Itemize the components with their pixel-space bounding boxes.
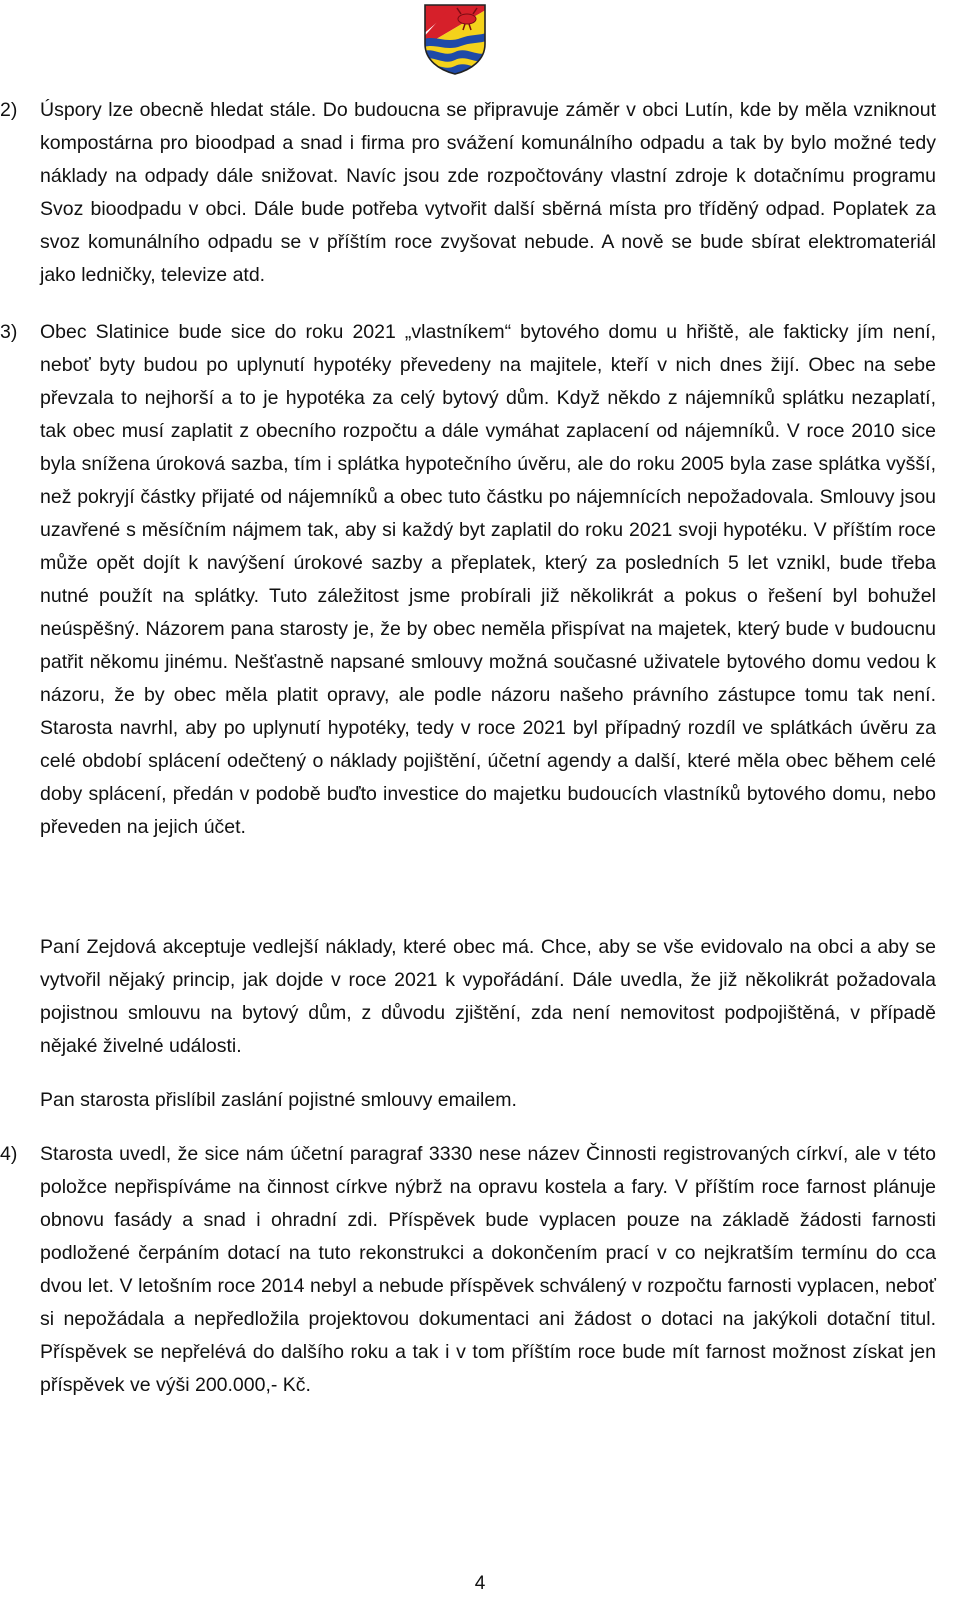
item-number: 2) <box>0 99 18 121</box>
item-text: Úspory lze obecně hledat stále. Do budoucna se připravuje záměr v obci Lutín, kde by měla vzniknout kompostárna pro bioodpad a snad i firma pro svážení komunálního odpadu a tak by bylo možné tedy náklady na odpady dále snižovat. Navíc jsou zde rozpočtovány vlastní zdroje k dotačnímu programu Svoz bioodpadu v obci. Dále bude potřeba vytvořit další sběrná místa pro tříděný odpad. Poplatek za svoz komunálního odpadu se v příštím roce zvyšovat nebude. A nově se bude sbírat elektromateriál jako ledničky, televize atd. <box>40 99 936 286</box>
item-number: 4) <box>0 1143 18 1165</box>
coat-of-arms-graphic <box>421 2 489 76</box>
item-number: 3) <box>0 321 18 343</box>
item-text: Starosta uvedl, že sice nám účetní paragraf 3330 nese název Činnosti registrovaných církví, ale v této položce nepřispíváme na činnost církve nýbrž na opravu kostela a fary. V příštím roce farnost plánuje obnovu fasády a snad i ohradní zdi. Příspěvek bude vyplacen pouze na základě žádosti farnosti podložené čerpáním dotací na tuto rekonstrukci a dokončením prací v co nejkratším termínu do cca dvou let. V letošním roce 2014 nebyl a nebude příspěvek schválený v rozpočtu farnosti vyplacen, neboť si nepožádala a nepředložila projektovou dokumentaci ani žádost o dotaci na jakýkoli dotační titul. Příspěvek se nepřelévá do dalšího roku a tak i v tom příštím roce bude mít farnost možnost získat jen příspěvek ve výši 200.000,- Kč. <box>40 1143 936 1396</box>
page-number: 4 <box>474 1573 486 1594</box>
coat-of-arms-icon <box>421 2 489 76</box>
paragraph: Paní Zejdová akceptuje vedlejší náklady, které obec má. Chce, aby se vše evidovalo na obci a aby se vytvořil nějaký princip, jak dojde v roce 2021 k vypořádání. Dále uvedla, že již několikrát požadovala pojistnou smlouvu na bytový dům, z důvodu zjištění, zda není nemovitost podpojištěná, v případě nějaké živelné události. <box>40 936 936 1057</box>
item-text: Obec Slatinice bude sice do roku 2021 „vlastníkem“ bytového domu u hřiště, ale fakticky jím není, neboť byty budou po uplynutí hypotéky převedeny na majitele, kteří v nich dnes žijí. Obec na sebe převzala to nejhorší a to je hypotéka za celý bytový dům. Když někdo z nájemníků splátku nezaplatí, tak obec musí zaplatit z obecního rozpočtu a dále vymáhat zaplacení od nájemníků. V roce 2010 sice byla snížena úroková sazba, tím i splátka hypotečního úvěru, ale do roku 2005 byla zase splátka vyšší, než pokryjí částky přijaté od nájemníků a obec tuto částku po nájemnících nepožadovala. Smlouvy jsou uzavřené s měsíčním nájmem tak, aby si každý byt zaplatil do roku 2021 svoji hypotéku. V příštím roce může opět dojít k navýšení úrokové sazby a přeplatek, který za posledních 5 let vznikl, bude třeba nutné použít na splátky. Tuto záležitost jsme probírali již několikrát a pokus o řešení byl bohužel neúspěšný. Názorem pana starosty je, že by obec neměla přispívat na majetek, který bude v budoucnu patřit někomu jinému. Nešťastně napsané smlouvy možná současné uživatele bytového domu vedou k názoru, že by obec měla platit opravy, ale podle názoru našeho právního zástupce tomu tak není. Starosta navrhl, aby po uplynutí hypotéky, tedy v roce 2021 byl případný rozdíl ve splátkách úvěru za celé období splácení odečtený o náklady pojištění, účetní agendy a další, které měla obec během celé doby splácení, předán v podobě buďto investice do majetku budoucích vlastníků bytového domu, nebo převeden na jejich účet. <box>40 321 936 838</box>
paragraph: Pan starosta přislíbil zaslání pojistné smlouvy emailem. <box>40 1089 517 1111</box>
